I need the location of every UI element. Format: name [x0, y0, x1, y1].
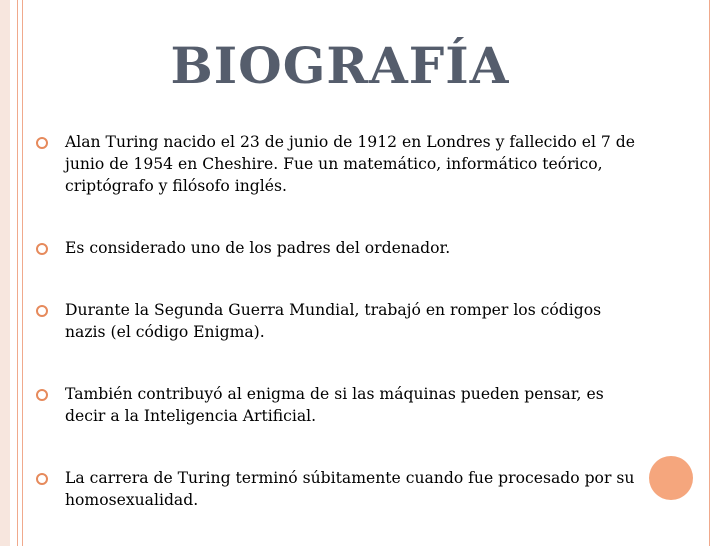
circle-bullet-icon: [36, 389, 48, 401]
left-vertical-line-inner: [22, 0, 23, 546]
bullet-item: [34, 131, 644, 197]
bullet-list: [34, 131, 644, 511]
bullet-text: Durante la Segunda Guerra Mundial, trabajó en romper los códigos nazis (el código Enigma).: [65, 301, 602, 341]
circle-bullet-icon: [36, 305, 48, 317]
bullet-item: [34, 237, 644, 259]
right-vertical-line: [709, 0, 710, 546]
bullet-item: [34, 467, 644, 511]
circle-bullet-icon: [36, 243, 48, 255]
decorative-circle-icon: [649, 456, 693, 500]
left-vertical-line: [17, 0, 18, 546]
bullet-item: [34, 299, 644, 343]
bullet-item: [34, 383, 644, 427]
circle-bullet-icon: [36, 137, 48, 149]
bullet-text: Es considerado uno de los padres del ordenador.: [65, 239, 451, 257]
bullet-text: También contribuyó al enigma de si las máquinas pueden pensar, es decir a la Inteligencia Artificial.: [65, 385, 604, 425]
left-decorative-band: [0, 0, 10, 546]
circle-bullet-icon: [36, 473, 48, 485]
bullet-text: La carrera de Turing terminó súbitamente cuando fue procesado por su homosexualidad.: [65, 469, 635, 509]
slide-title: BIOGRAFÍA: [170, 36, 510, 95]
bullet-text: Alan Turing nacido el 23 de junio de 1912 en Londres y fallecido el 7 de junio de 1954 en Cheshire. Fue un matemático, informático teórico, criptógrafo y filósofo inglés.: [65, 133, 635, 195]
